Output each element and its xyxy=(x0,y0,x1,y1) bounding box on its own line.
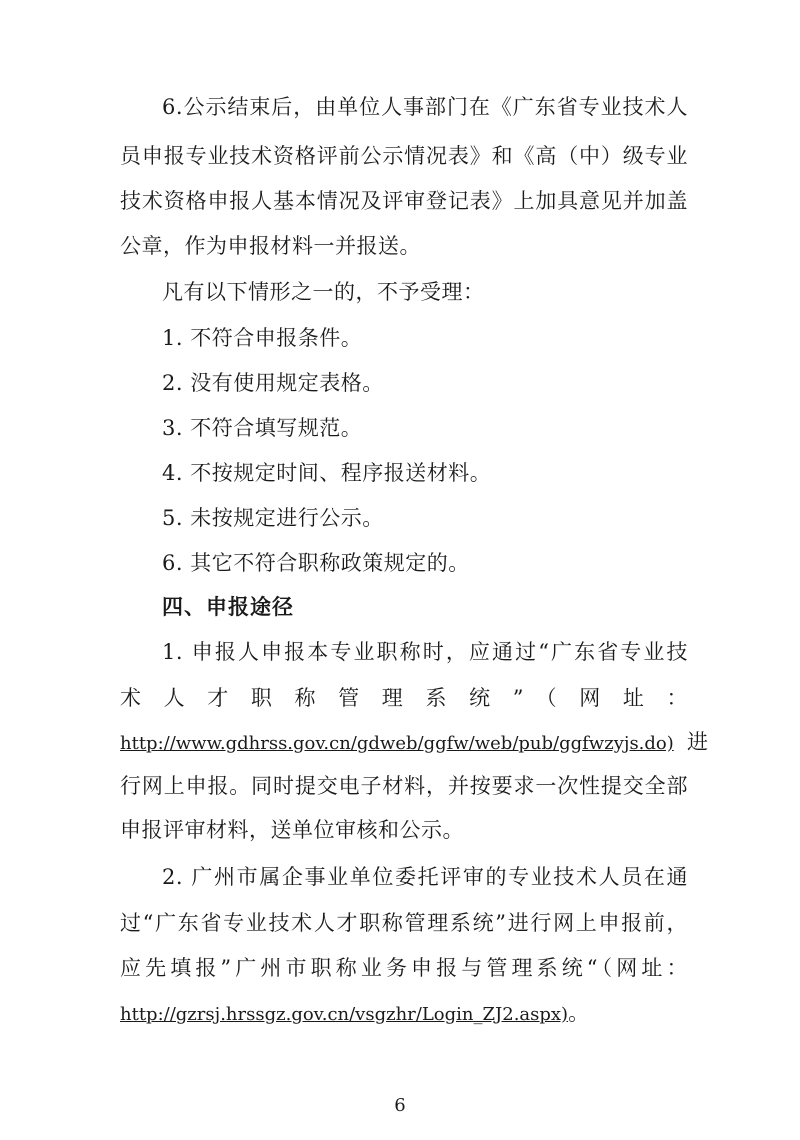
reject-item-4: 4. 不按规定时间、程序报送材料。 xyxy=(162,461,492,485)
reject-item-3: 3. 不符合填写规范。 xyxy=(162,416,363,440)
reject-item-6: 6. 其它不符合职称政策规定的。 xyxy=(162,551,470,575)
route1-url-link[interactable]: http://www.gdhrss.gov.cn/gdweb/ggfw/web/pub/ggfwzyjs.do) xyxy=(120,733,674,754)
item6-line-4: 公章，作为申报材料一并报送。 xyxy=(120,234,421,258)
item6-line-2: 员申报专业技术资格评前公示情况表》和《高（中）级专业 xyxy=(120,144,688,168)
page-number: 6 xyxy=(394,1095,406,1116)
route2-line-1: 2. 广州市属企事业单位委托评审的专业技术人员在通 xyxy=(162,865,688,889)
route1-after-url: 进 xyxy=(686,730,709,754)
route1-line-1: 1. 申报人申报本专业职称时，应通过“广东省专业技 xyxy=(162,640,688,664)
reject-item-1: 1. 不符合申报条件。 xyxy=(162,326,363,350)
route1-line-5: 申报评审材料，送单位审核和公示。 xyxy=(120,818,464,842)
route2-url-link[interactable]: http://gzrsj.hrssgz.gov.cn/vsgzhr/Login_ZJ2.aspx) xyxy=(120,1004,569,1025)
section-heading: 四、申报途径 xyxy=(162,595,294,619)
route2-line-3: 应先填报”广州市职称业务申报与管理系统“（网址： xyxy=(120,956,688,980)
route2-line-4 xyxy=(120,998,688,1030)
route2-line-2: 过“广东省专业技术人才职称管理系统”进行网上申报前， xyxy=(120,911,688,935)
reject-intro: 凡有以下情形之一的，不予受理： xyxy=(162,280,485,304)
reject-item-5: 5. 未按规定进行公示。 xyxy=(162,506,384,530)
item6-line-1: 6.公示结束后，由单位人事部门在《广东省专业技术人 xyxy=(162,95,688,119)
route2-after-url: 。 xyxy=(568,1001,590,1025)
route1-line-4: 行网上申报。同时提交电子材料，并按要求一次性提交全部 xyxy=(120,774,688,798)
reject-item-2: 2. 没有使用规定表格。 xyxy=(162,371,384,395)
item6-line-3: 技术资格申报人基本情况及评审登记表》上加具意见并加盖 xyxy=(120,189,688,213)
route1-line-2: 术人才职称管理系统”（网址： xyxy=(120,686,688,710)
route1-line-3 xyxy=(120,727,709,759)
